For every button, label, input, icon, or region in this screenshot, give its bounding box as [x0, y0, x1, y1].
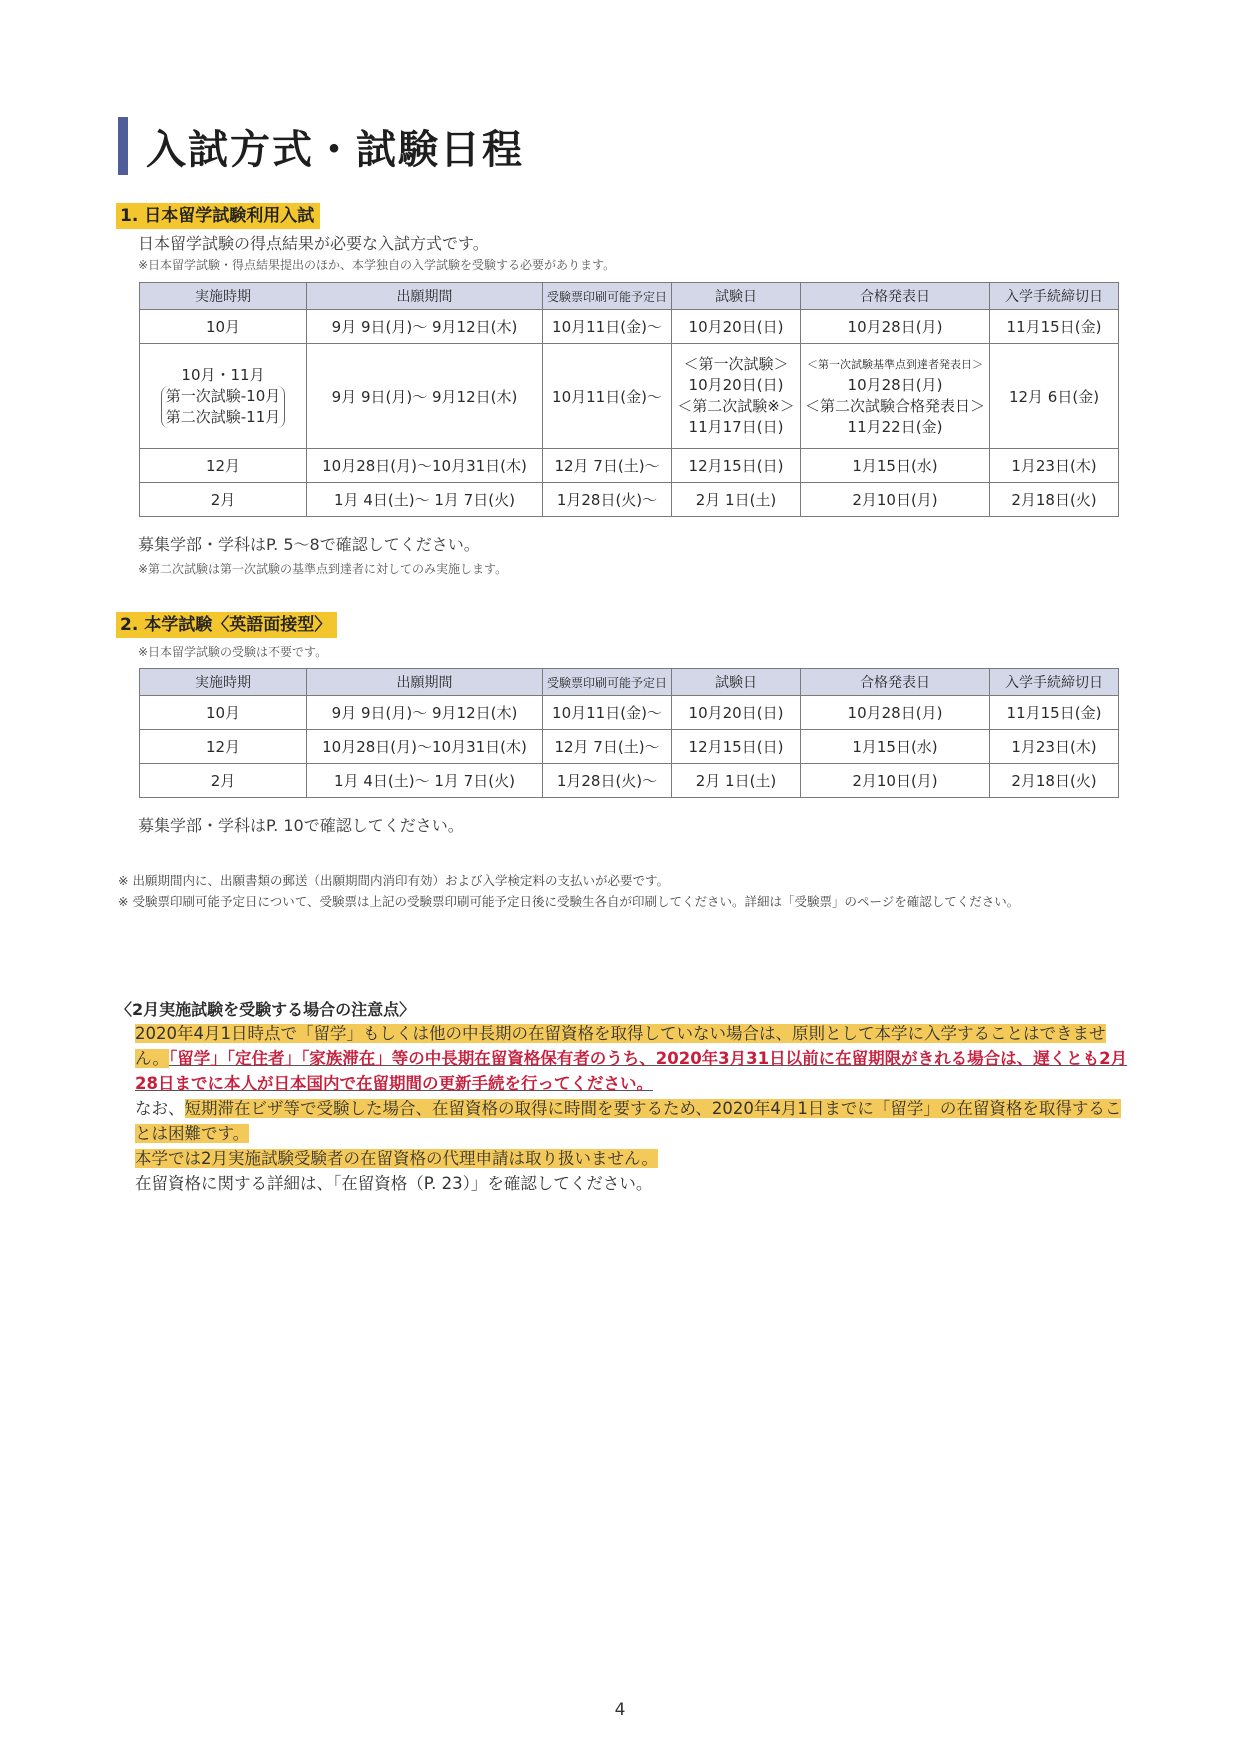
caution-highlight-1: 2020年4月1日時点で「留学」もしくは他の中長期の在留資格を取得していない場合は、原則として本学に入学することはできません。: [135, 1024, 1106, 1068]
section1-schedule-table: [139, 282, 1119, 517]
cell-application: 9月 9日(月)～ 9月12日(木): [307, 344, 543, 449]
footnotes: [118, 870, 1128, 912]
cell-exam: [672, 344, 801, 449]
caution-warning: 「留学」「定住者」「家族滞在」等の中長期在留資格保有者のうち、2020年3月31日以前に在留期限がきれる場合は、遅くとも2月28日までに本人が日本国内で在留期間の更新手続を行ってください。: [135, 1049, 1128, 1093]
section1-heading: 1. 日本留学試験利用入試: [116, 203, 320, 229]
table-row: [140, 344, 1119, 449]
period-sub2: 第二次試験-11月: [165, 407, 281, 426]
header-deadline: 入学手続締切日: [990, 669, 1119, 696]
table-row: [140, 449, 1119, 483]
cell-ticket: 10月11日(金)～: [543, 696, 672, 730]
cell-exam: 12月15日(日): [672, 449, 801, 483]
cell-period: 12月: [140, 730, 307, 764]
header-exam: 試験日: [672, 283, 801, 310]
header-exam: 試験日: [672, 669, 801, 696]
cell-result: 1月15日(水): [801, 449, 990, 483]
cell-ticket: 10月11日(金)～: [543, 310, 672, 344]
exam-date2: 11月17日(日): [688, 418, 784, 436]
cell-period: 2月: [140, 764, 307, 798]
cell-deadline: 11月15日(金): [990, 310, 1119, 344]
header-deadline: 入学手続締切日: [990, 283, 1119, 310]
cell-period: [140, 344, 307, 449]
caution-heading: 〈2月実施試験を受験する場合の注意点〉: [116, 1000, 416, 1019]
header-application: 出願期間: [307, 283, 543, 310]
header-period: 実施時期: [140, 669, 307, 696]
table-header-row: [140, 669, 1119, 696]
cell-application: 9月 9日(月)～ 9月12日(木): [307, 696, 543, 730]
cell-period: 10月: [140, 696, 307, 730]
page-title-block: [118, 116, 524, 176]
section1-note: ※日本留学試験・得点結果提出のほか、本学独自の入学試験を受験する必要があります。: [138, 258, 616, 272]
period-sub1: 第一次試験-10月: [165, 386, 281, 405]
cell-ticket: 12月 7日(土)～: [543, 730, 672, 764]
cell-exam: 10月20日(日): [672, 696, 801, 730]
table-row: [140, 730, 1119, 764]
header-result: 合格発表日: [801, 669, 990, 696]
caution-paragraph-3: [118, 1146, 1128, 1171]
section1-lead: 日本留学試験の得点結果が必要な入試方式です。: [138, 234, 489, 253]
exam-label2: ＜第二次試験※＞: [677, 397, 795, 415]
cell-ticket: 10月11日(金)～: [543, 344, 672, 449]
footnote-ticket: ※ 受験票印刷可能予定日について、受験票は上記の受験票印刷可能予定日後に受験生各自が印刷してください。詳細は「受験票」のページを確認してください。: [118, 894, 1020, 909]
page-title: 入試方式・試験日程: [146, 126, 524, 173]
caution-paragraph-1: [118, 1021, 1128, 1096]
result-label1: ＜第一次試験基準点到達者発表日＞: [807, 358, 983, 371]
section2-schedule-table: [139, 668, 1119, 798]
result-date1: 10月28日(月): [847, 376, 943, 394]
table-header-row: [140, 283, 1119, 310]
cell-exam: 12月15日(日): [672, 730, 801, 764]
exam-label1: ＜第一次試験＞: [683, 355, 789, 373]
caution-paragraph-2: [118, 1096, 1128, 1146]
table-row: [140, 764, 1119, 798]
cell-period: 10月: [140, 310, 307, 344]
caution-highlight-3: 本学では2月実施試験受験者の在留資格の代理申請は取り扱いません。: [135, 1149, 658, 1168]
exam-date1: 10月20日(日): [688, 376, 784, 394]
section2-after-table: 募集学部・学科はP. 10で確認してください。: [138, 816, 464, 835]
cell-result: [801, 344, 990, 449]
header-period: 実施時期: [140, 283, 307, 310]
cell-period: 12月: [140, 449, 307, 483]
cell-exam: 2月 1日(土): [672, 764, 801, 798]
header-application: 出願期間: [307, 669, 543, 696]
cell-exam: 10月20日(日): [672, 310, 801, 344]
cell-application: 10月28日(月)～10月31日(木): [307, 730, 543, 764]
cell-result: 10月28日(月): [801, 696, 990, 730]
table-row: [140, 696, 1119, 730]
cell-deadline: 2月18日(火): [990, 764, 1119, 798]
table-row: [140, 310, 1119, 344]
result-label2: ＜第二次試験合格発表日＞: [805, 397, 986, 415]
cell-exam: 2月 1日(土): [672, 483, 801, 517]
cell-application: 1月 4日(土)～ 1月 7日(火): [307, 483, 543, 517]
header-result: 合格発表日: [801, 283, 990, 310]
caution-p2-prefix: なお、: [135, 1099, 185, 1118]
cell-application: 1月 4日(土)～ 1月 7日(火): [307, 764, 543, 798]
cell-deadline: 1月23日(木): [990, 449, 1119, 483]
cell-deadline: 1月23日(木): [990, 730, 1119, 764]
header-ticket: 受験票印刷可能予定日: [543, 283, 672, 310]
cell-ticket: 1月28日(火)～: [543, 483, 672, 517]
caution-body: [118, 1021, 1128, 1196]
page-number: 4: [614, 1700, 626, 1720]
cell-period: 2月: [140, 483, 307, 517]
cell-application: 10月28日(月)～10月31日(木): [307, 449, 543, 483]
header-ticket: 受験票印刷可能予定日: [543, 669, 672, 696]
cell-ticket: 12月 7日(土)～: [543, 449, 672, 483]
section1-after-table: 募集学部・学科はP. 5～8で確認してください。: [138, 535, 480, 554]
cell-deadline: 2月18日(火): [990, 483, 1119, 517]
title-accent-bar: [118, 117, 128, 175]
cell-result: 10月28日(月): [801, 310, 990, 344]
cell-result: 2月10日(月): [801, 483, 990, 517]
section2-note: ※日本留学試験の受験は不要です。: [138, 645, 328, 659]
table-row: [140, 483, 1119, 517]
footnote-mailing: ※ 出願期間内に、出願書類の郵送（出願期間内消印有効）および入学検定料の支払いが必要です。: [118, 873, 669, 888]
caution-paragraph-4: 在留資格に関する詳細は、「在留資格（P. 23）」を確認してください。: [135, 1174, 653, 1193]
caution-highlight-2: 短期滞在ビザ等で受験した場合、在留資格の取得に時間を要するため、2020年4月1日までに「留学」の在留資格を取得することは困難です。: [135, 1099, 1122, 1143]
period-main: 10月・11月: [181, 365, 265, 384]
section2-heading: 2. 本学試験〈英語面接型〉: [116, 612, 337, 638]
cell-application: 9月 9日(月)～ 9月12日(木): [307, 310, 543, 344]
period-sub-block: [161, 386, 286, 428]
cell-deadline: 12月 6日(金): [990, 344, 1119, 449]
cell-ticket: 1月28日(火)～: [543, 764, 672, 798]
cell-result: 2月10日(月): [801, 764, 990, 798]
result-date2: 11月22日(金): [847, 418, 943, 436]
section1-after-note: ※第二次試験は第一次試験の基準点到達者に対してのみ実施します。: [138, 562, 508, 576]
cell-result: 1月15日(水): [801, 730, 990, 764]
cell-deadline: 11月15日(金): [990, 696, 1119, 730]
